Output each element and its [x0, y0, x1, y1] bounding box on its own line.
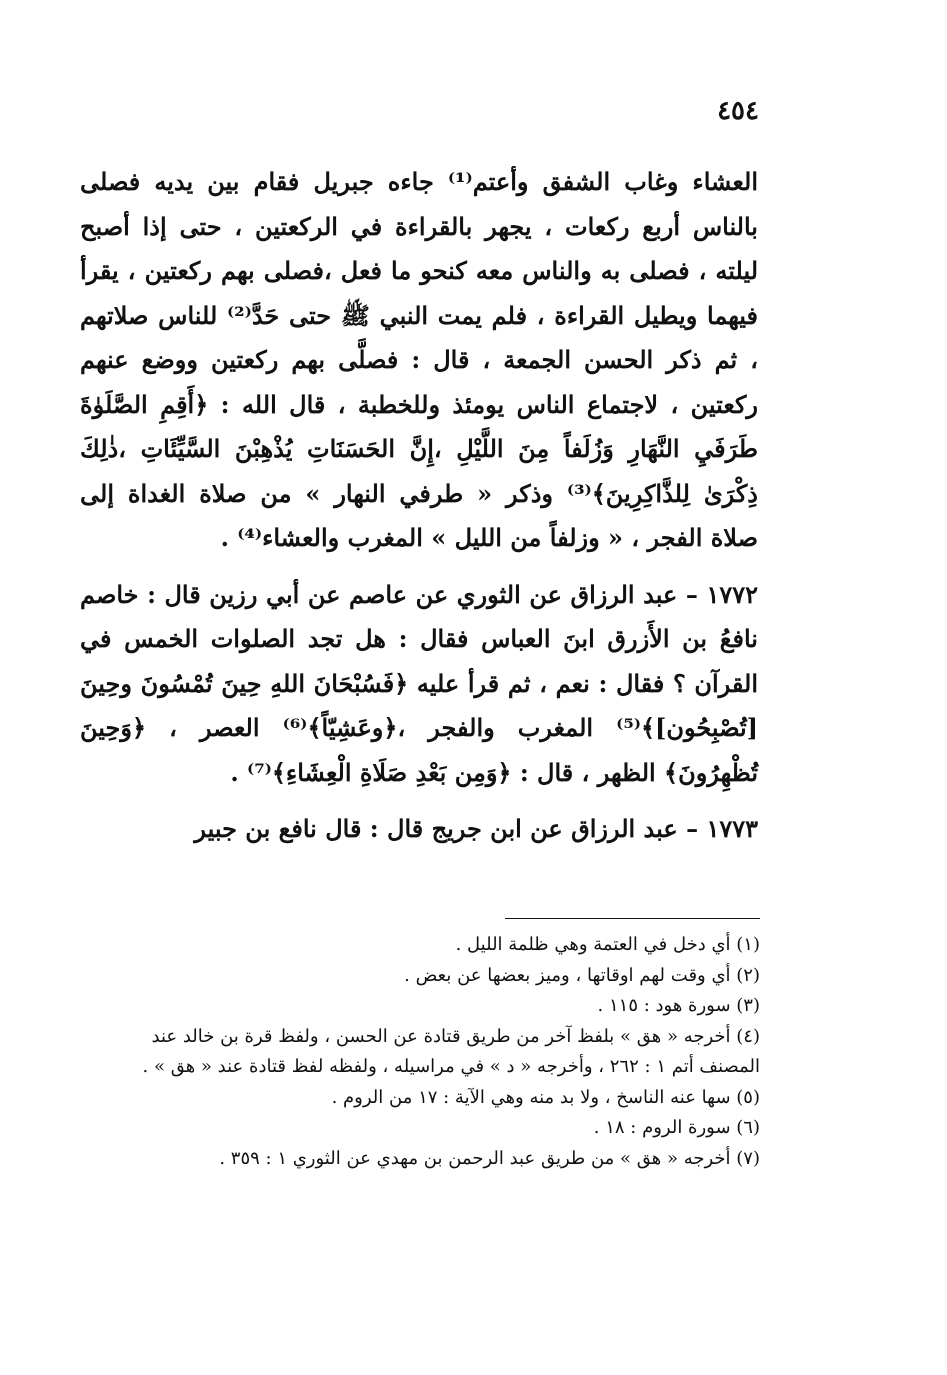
footnote-5: (٥) سها عنه الناسخ ، ولا بد منه وهي الآية : ١٧ من الروم . — [331, 1086, 760, 1108]
page-number: ٤٥٤ — [717, 96, 759, 126]
footnote-2: (٢) أي وقت لهم اوقاتها ، وميز بعضها عن بعض . — [404, 964, 760, 986]
footnote-divider — [505, 918, 760, 919]
footnote-6: (٦) سورة الروم : ١٨ . — [593, 1117, 760, 1138]
paragraph-hadith-continuation: العشاء وغاب الشفق وأعتم⁽¹⁾ جاءه جبريل فقام بين يديه فصلى بالناس أربع ركعات ، يجهر بالقراءة في الركعتين ، حتى إذا أصبح ليلته ، فصلى به والناس معه كنحو ما فعل ،فصلى بهم ركعتين ، يقرأ فيهما ويطيل القراءة ، فلم يمت النبي ﷺ حتى حَدَّ⁽²⁾ للناس صلاتهم ، ثم ذكر الحسن الجمعة ، قال : فصلَّى بهم ركعتين ووضع عنهم ركعتين ، لاجتماع الناس يومئذ وللخطبة ، قال الله : ﴿أَقِمِ الصَّلَوٰةَ طَرَفَيِ النَّهَارِ وَزُلَفاً مِنَ اللَّيْلِ ،إِنَّ الحَسَنَاتِ يُذْهِبْنَ السَّيِّئَاتِ ،ذٰلِكَ ذِكْرَىٰ لِلذَّاكِرِينَ﴾⁽³⁾ وذكر « طرفي النهار » من صلاة الغداة إلى صلاة الفجر ، « وزلفاً من الليل » المغرب والعشاء⁽⁴⁾ . — [80, 167, 759, 552]
footnote-3: (٣) سورة هود : ١١٥ . — [597, 995, 760, 1016]
paragraph-hadith-1773: ١٧٧٣ – عبد الرزاق عن ابن جريج قال : قال نافع بن جبير — [194, 814, 758, 843]
paragraph-hadith-1772: ١٧٧٢ – عبد الرزاق عن الثوري عن عاصم عن أبي رزين قال : خاصم نافعُ بن الأَزرق ابنَ العباس فقال : هل تجد الصلوات الخمس في القرآن ؟ فقال : نعم ، ثم قرأ عليه ﴿فَسُبْحَانَ اللهِ حِينَ تُمْسُونَ وحِينَ [تُصْبِحُون]﴾⁽⁵⁾ المغرب والفجر ،﴿وعَشِيّاً﴾⁽⁶⁾ العصر ، ﴿وَحِينَ تُظْهِرُونَ﴾ الظهر ، قال : ﴿وَمِن بَعْدِ صَلَاةِ الْعِشَاءِ﴾⁽⁷⁾ . — [80, 579, 759, 787]
footnote-1: (١) أي دخل في العتمة وهي ظلمة الليل . — [455, 934, 760, 955]
footnote-4: (٤) أخرجه « هق » بلفظ آخر من طريق قتادة عن الحسن ، ولفظ قرة بن خالد عند المصنف أتم ١ : ٢٦٢ ، وأخرجه « د » في مراسيله ، ولفظه لفظ قتادة عند « هق » . — [142, 1025, 760, 1077]
footnotes — [98, 930, 760, 1174]
footnote-7: (٧) أخرجه « هق » من طريق عبد الرحمن بن مهدي عن الثوري ١ : ٣٥٩ . — [219, 1147, 760, 1169]
main-text — [80, 160, 758, 852]
